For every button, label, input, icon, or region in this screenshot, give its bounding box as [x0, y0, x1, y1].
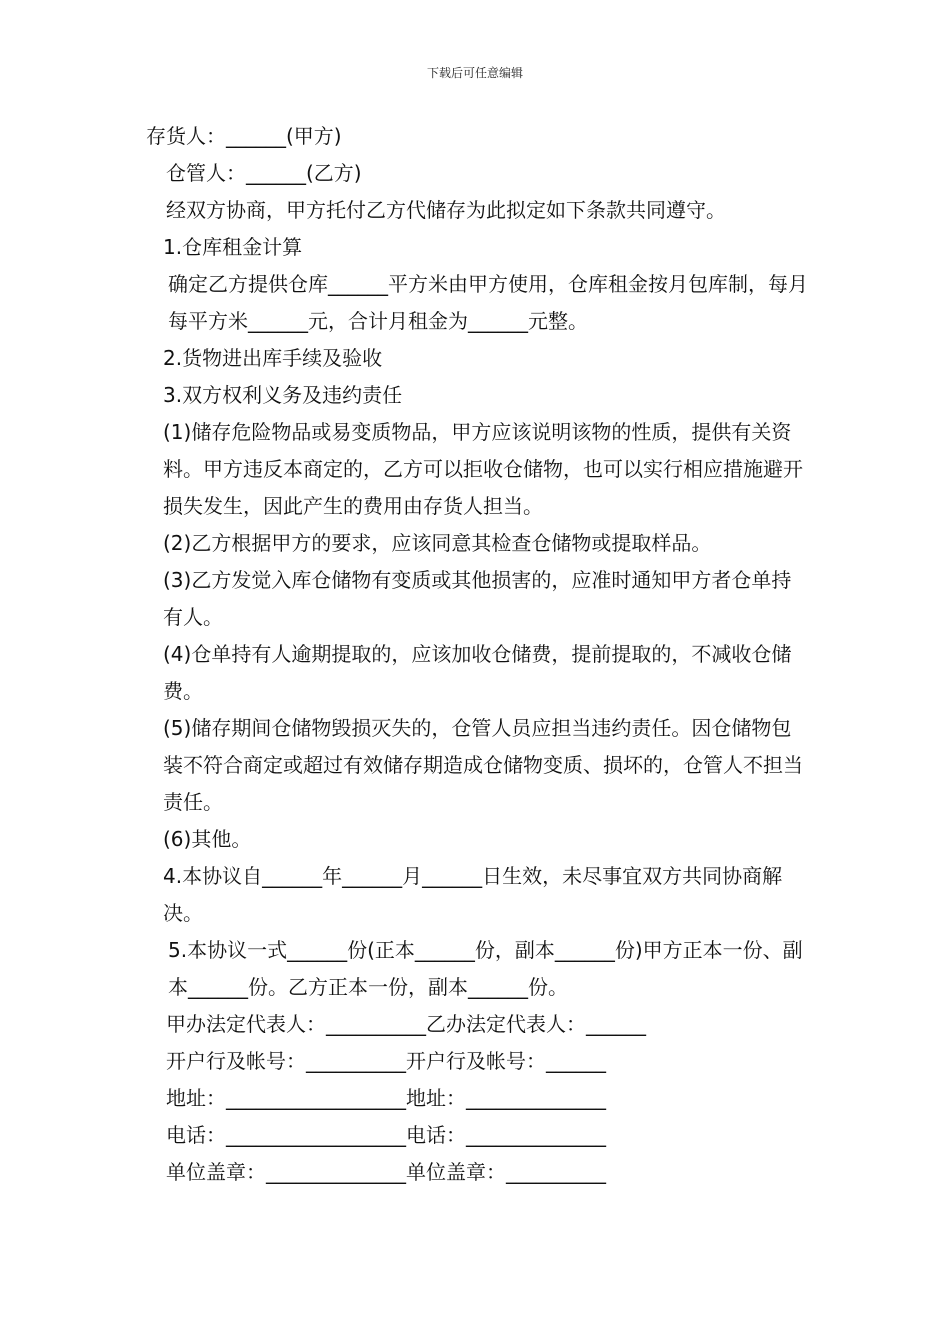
paragraph: (5)储存期间仓储物毁损灭失的，仓管人员应担当违约责任。因仓储物包装不符合商定或超过有效储存期造成仓储物变质、损坏的，仓管人不担当责任。: [163, 716, 803, 814]
document-body: [146, 118, 808, 1191]
paragraph: 2.货物进出库手续及验收: [163, 346, 383, 370]
paragraph: (2)乙方根据甲方的要求，应该同意其检查仓储物或提取样品。: [163, 531, 712, 555]
paragraph: 甲办法定代表人：__________乙办法定代表人：______: [166, 1012, 646, 1036]
paragraph: (3)乙方发觉入库仓储物有变质或其他损害的，应准时通知甲方者仓单持有人。: [163, 568, 792, 629]
paragraph: 电话：__________________电话：______________: [166, 1123, 606, 1147]
paragraph: 3.双方权利义务及违约责任: [163, 383, 403, 407]
paragraph: 存货人：______(甲方): [146, 124, 342, 148]
paragraph: 经双方协商，甲方托付乙方代储存为此拟定如下条款共同遵守。: [166, 198, 726, 222]
paragraph: (1)储存危险物品或易变质物品，甲方应该说明该物的性质，提供有关资料。甲方违反本商定的，乙方可以拒收仓储物，也可以实行相应措施避开损失发生，因此产生的费用由存货人担当。: [163, 420, 803, 518]
paragraph: 开户行及帐号：__________开户行及帐号：______: [166, 1049, 606, 1073]
paragraph: 1.仓库租金计算: [163, 235, 303, 259]
paragraph: (4)仓单持有人逾期提取的，应该加收仓储费，提前提取的，不减收仓储费。: [163, 642, 792, 703]
paragraph: 4.本协议自______年______月______日生效，未尽事宜双方共同协商解决。: [163, 864, 783, 925]
paragraph: 确定乙方提供仓库______平方米由甲方使用，仓库租金按月包库制，每月每平方米______元，合计月租金为______元整。: [168, 272, 808, 333]
page-header: 下载后可任意编辑: [426, 66, 523, 80]
paragraph: 5.本协议一式______份(正本______份，副本______份)甲方正本一份、副本______份。乙方正本一份，副本______份。: [168, 938, 803, 999]
paragraph: 地址：__________________地址：______________: [166, 1086, 606, 1110]
paragraph: (6)其他。: [163, 827, 252, 851]
paragraph: 单位盖章：______________单位盖章：__________: [166, 1160, 606, 1184]
paragraph: 仓管人：______(乙方): [166, 161, 362, 185]
